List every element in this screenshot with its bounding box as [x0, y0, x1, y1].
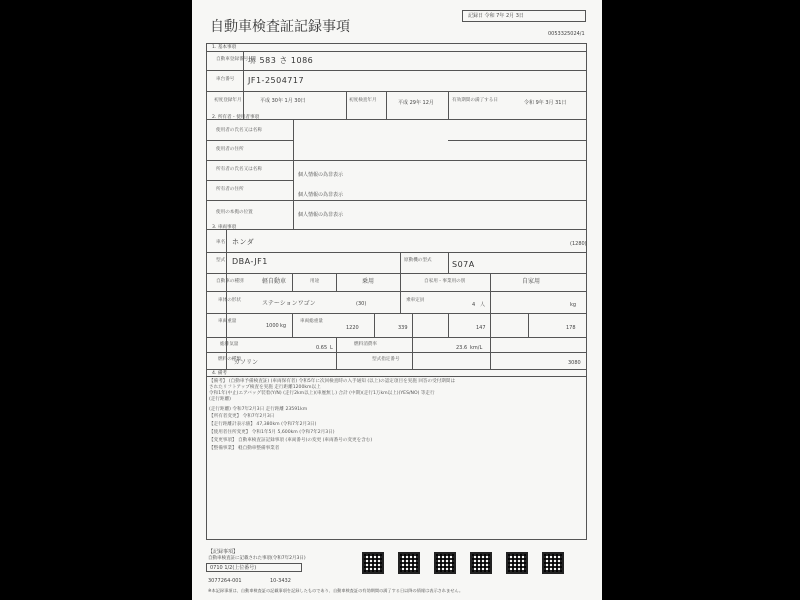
footer-label: 【記録事項】 — [208, 549, 239, 555]
owner-address-label: 使用者の住所 — [216, 147, 244, 152]
length-value: 339 — [398, 325, 408, 331]
type-number-label: 型式指定番号 — [372, 357, 400, 362]
redacted-holder-address: 個人情報の為非表示 — [298, 192, 344, 198]
fuel-efficiency-unit: km/L — [470, 345, 483, 351]
fuel-type-value: ガソリン — [234, 359, 259, 366]
first-reg-value: 平成 30年 1月 30日 — [260, 98, 306, 104]
model-year-value: 平成 29年 12月 — [398, 100, 434, 106]
qr-code-icon — [470, 552, 492, 574]
note-line: 【使用者住所変更】 令和1年5月 5,600km (令和7年2月3日) — [209, 430, 335, 435]
note-line: されたリフトアップ検査を実施 走行距離1200km以上 — [209, 385, 321, 390]
note-line: 【変更事項】 自動車検査証記録事項 (車両番号)の変更 (車両番号の変更を含む) — [209, 438, 373, 443]
maker-value: ホンダ — [232, 238, 255, 246]
height-value: 178 — [566, 325, 576, 331]
section-2-heading: 2. 所有者・使用者事項 — [212, 115, 260, 120]
displacement-value: 0.65 — [316, 345, 328, 351]
fuel-type-label: 燃料の種類 — [218, 357, 241, 362]
qr-code-icon — [542, 552, 564, 574]
note-line: 【走行距離計表示値】 47,380km (令和7年2月3日) — [209, 422, 317, 427]
footer-line-1: 自動車検査証に記載された事項(令和7年2月3日) — [208, 556, 306, 561]
capacity-unit: 人 — [480, 302, 486, 308]
first-reg-label: 初度登録年月 — [214, 98, 242, 103]
redacted-base-location: 個人情報の為非表示 — [298, 212, 344, 218]
owner-name-label: 使用者の氏名又は名称 — [216, 128, 262, 133]
note-line: 【備考】 (自動車予備検査証) (車両保有者) 令和5年に次回検査時の入手通知 (以上)の認定項目を実施 回答の受付期間は — [209, 379, 456, 384]
note-line: 【整備事業】 軽自動車整備事業者 — [209, 446, 280, 451]
document-id: 0053325024/1 — [548, 31, 585, 37]
holder-name-label: 所有者の氏名又は名称 — [216, 167, 262, 172]
gross-weight-label: 車両総重量 — [300, 319, 323, 324]
document-title: 自動車検査証記録事項 — [210, 19, 350, 35]
note-line: 【所有者変更】 令和7年2月3日 — [209, 414, 275, 419]
engine-value: S07A — [452, 260, 475, 269]
section-1-heading: 1. 基本事項 — [212, 45, 237, 50]
plate-value: 堺 583 さ 1086 — [248, 56, 314, 65]
holder-address-label: 所有者の住所 — [216, 187, 244, 192]
note-line: 令和1年(中止)エアバッグ装着(Y/N) (走行2km以上)(車歴無し) 合計 (中期)(走行1万km以上)(YES/NO) 等走行 — [209, 391, 435, 396]
fuel-efficiency-label: 燃料消費率 — [354, 342, 377, 347]
note-line: (走行距離) 令和7年2月3日 走行距離 23591km — [209, 407, 308, 412]
base-location-label: 使用の本拠の位置 — [216, 210, 253, 215]
maker-code: (1280) — [570, 241, 587, 247]
fuel-efficiency-value: 23.6 — [456, 345, 468, 351]
weight-unit: kg — [280, 323, 287, 329]
note-line: (走行距離) — [209, 397, 231, 402]
qr-code-icon — [362, 552, 384, 574]
expiry-label: 有効期間の満了する日 — [452, 98, 498, 103]
qr-code-icon — [434, 552, 456, 574]
section-3-heading: 3. 車両事項 — [212, 225, 237, 230]
gross-weight-value: 1220 — [346, 325, 359, 331]
capacity-value: 4 — [472, 302, 476, 308]
section-4-heading: 4. 備考 — [212, 371, 228, 376]
expiry-value: 令和 9年 3月 31日 — [524, 100, 567, 106]
vehicle-type-label: 自動車の種別 — [216, 279, 244, 284]
model-value: DBA-JF1 — [232, 257, 268, 266]
footer-doc-number-2: 10-3432 — [270, 578, 291, 584]
engine-label: 原動機の型式 — [404, 258, 432, 263]
capacity-label: 乗車定員 — [406, 298, 425, 303]
body-code: (30) — [356, 301, 367, 307]
record-date: 記録日 令和 7年 2月 3日 — [468, 13, 524, 19]
chassis-value: JF1-2504717 — [248, 76, 305, 85]
displacement-label: 総排気量 — [220, 342, 239, 347]
use-value: 乗用 — [362, 278, 375, 285]
footer-line-2: 0710 1/2(上位番号) — [210, 565, 257, 571]
load-unit: kg — [570, 302, 577, 308]
footer-doc-number: 3077264-001 — [208, 578, 242, 584]
chassis-label: 車台番号 — [216, 77, 235, 82]
weight-label: 車両重量 — [218, 319, 237, 324]
plate-label: 自動車登録番号 — [216, 57, 249, 62]
purpose-label: 自家用・事業用の別 — [424, 279, 466, 284]
maker-label: 車名 — [216, 240, 226, 245]
redacted-holder-name: 個人情報の為非表示 — [298, 172, 344, 178]
use-label: 用途 — [310, 279, 320, 284]
model-label: 型式 — [216, 258, 226, 263]
purpose-value: 自家用 — [522, 278, 541, 285]
displacement-unit: L — [330, 345, 333, 351]
type-number-value: 3080 — [568, 360, 581, 366]
width-value: 147 — [476, 325, 486, 331]
qr-code-icon — [506, 552, 528, 574]
qr-code-icon — [398, 552, 420, 574]
weight-value: 1000 — [266, 323, 279, 329]
body-label: 車体の形状 — [218, 298, 241, 303]
model-year-label: 初度検査年月 — [349, 98, 377, 103]
body-value: ステーションワゴン — [262, 300, 316, 307]
vehicle-type-value: 軽自動車 — [262, 278, 287, 285]
footer-note: ※本記録事項は、自動車検査証の記載事項を記録したものであり、自動車検査証の有効期間の満了する日以降の情報は表示されません。 — [208, 588, 464, 593]
